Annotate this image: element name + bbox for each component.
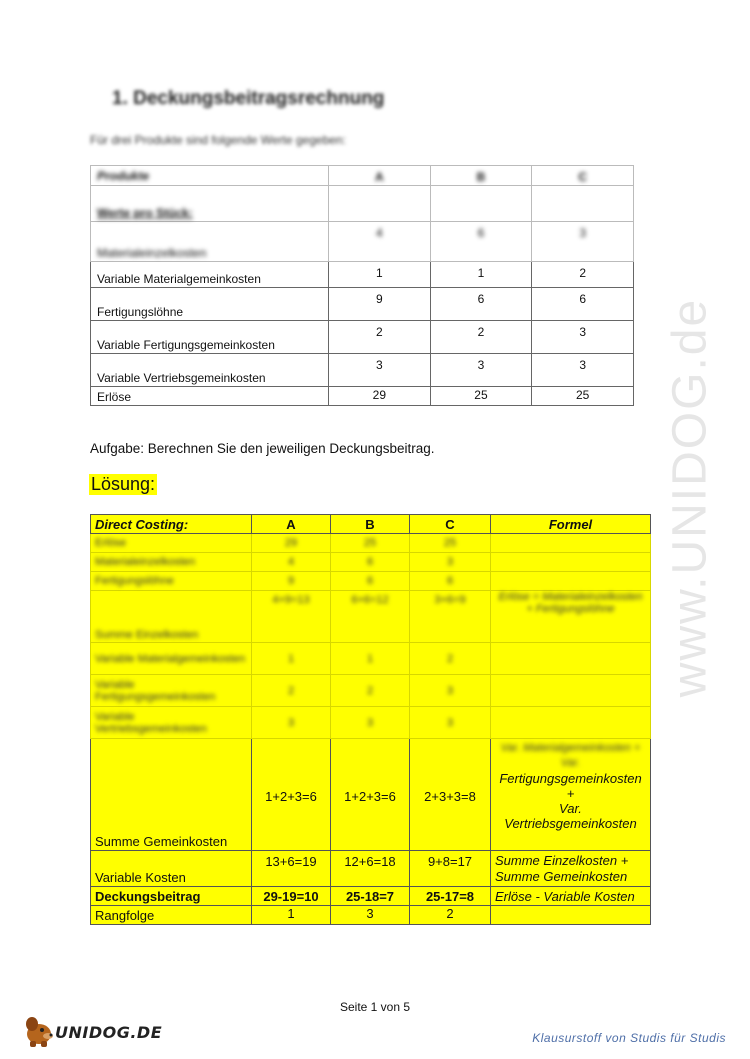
table-row	[91, 387, 634, 406]
table-row	[91, 354, 634, 387]
row-label: Summe Gemeinkosten	[91, 739, 252, 851]
cell-formel	[491, 851, 651, 887]
table-row	[91, 288, 634, 321]
row-label: Deckungsbeitrag	[91, 887, 252, 906]
cell-b: 3	[366, 716, 374, 729]
table-row	[91, 675, 651, 707]
formel-line: Summe Gemeinkosten	[495, 868, 628, 884]
row-label: Summe Einzelkosten	[95, 629, 199, 641]
values-table-header	[91, 166, 634, 186]
row-label: Variable Fertigungsgemeinkosten	[91, 321, 329, 354]
cell-b: 6+6=12	[351, 594, 389, 606]
row-label: Rangfolge	[91, 906, 252, 925]
table-row	[91, 906, 651, 925]
table-row	[91, 553, 651, 572]
formel-line: Fertigungsgemeinkosten	[499, 771, 642, 786]
cell-c: 2+3+3=8	[410, 739, 491, 851]
direct-costing-table	[90, 514, 651, 925]
cell-a: 1	[252, 906, 331, 925]
table-row	[91, 707, 651, 739]
cell-a: 9	[329, 288, 431, 321]
formel-line: Var.	[559, 801, 582, 816]
cell-c: 3	[446, 716, 454, 729]
cell-b: 1	[366, 652, 374, 665]
header-a: A	[252, 515, 331, 534]
cell-c: 3+6=9	[434, 594, 466, 606]
cell-a: 9	[287, 575, 295, 587]
row-label: Variable Materialgemeinkosten	[95, 652, 246, 665]
row-label: Variable Materialgemeinkosten	[91, 262, 329, 288]
cell-c: 3	[532, 321, 634, 354]
values-table	[90, 165, 634, 406]
header-b: B	[430, 166, 532, 186]
cell-c: 25	[443, 537, 457, 549]
cell-b: 1	[430, 262, 532, 288]
cell-c: 2	[410, 906, 491, 925]
table-row	[91, 643, 651, 675]
header-formel: Formel	[491, 515, 651, 534]
table-row	[91, 887, 651, 906]
cell-c: 6	[532, 288, 634, 321]
row-label: Erlöse	[95, 537, 127, 549]
table-row	[91, 739, 651, 851]
row-label: Variable Kosten	[91, 851, 252, 887]
cell-b: 3	[331, 906, 410, 925]
unidog-logo[interactable]	[22, 1014, 162, 1048]
solution-heading: Lösung:	[91, 474, 156, 494]
section-row	[91, 186, 634, 222]
task-text: Aufgabe: Berechnen Sie den jeweiligen Deckungsbeitrag.	[90, 441, 435, 456]
cell-b: 25	[430, 387, 532, 406]
cell-b: 6	[430, 222, 532, 262]
cell-c: 25	[532, 387, 634, 406]
formel-blurred-part: Var. Materialgemeinkosten + Var.	[500, 742, 641, 769]
row-label: Materialeinzelkosten	[95, 556, 196, 568]
row-label: Variable Vertriebsgemeinkosten	[95, 710, 207, 735]
row-label: Fertigungslöhne	[91, 288, 329, 321]
cell-formel: Erlöse = Materialeinzelkosten + Fertigungslöhne	[498, 591, 643, 615]
table-row	[91, 321, 634, 354]
header-produkte: Produkte	[91, 166, 329, 186]
cell-a: 13+6=19	[252, 851, 331, 887]
cell-c: 2	[446, 652, 454, 665]
cell-b: 1+2+3=6	[331, 739, 410, 851]
cell-a: 4	[329, 222, 431, 262]
cell-a: 29	[284, 537, 298, 549]
cell-a: 4+9=13	[272, 594, 310, 606]
formel-line: +	[566, 786, 575, 801]
cell-a: 1	[287, 652, 295, 665]
formel-line: Vertriebsgemeinkosten	[504, 816, 637, 831]
table-row	[91, 572, 651, 591]
row-label: Fertigungslöhne	[95, 575, 174, 587]
table-row	[91, 262, 634, 288]
intro-text: Für drei Produkte sind folgende Werte gegeben:	[90, 133, 346, 147]
cell-b: 12+6=18	[331, 851, 410, 887]
direct-costing-header	[91, 515, 651, 534]
watermark-text: www.UNIDOG.de	[663, 297, 717, 698]
header-c: C	[410, 515, 491, 534]
cell-a: 2	[329, 321, 431, 354]
cell-formel	[491, 739, 651, 851]
cell-b: 6	[366, 575, 374, 587]
table-row	[91, 851, 651, 887]
cell-c: 6	[446, 575, 454, 587]
cell-b: 2	[430, 321, 532, 354]
cell-a: 29-19=10	[252, 887, 331, 906]
cell-c: 3	[446, 684, 454, 697]
cell-c: 3	[532, 354, 634, 387]
table-row	[91, 222, 634, 262]
cell-c: 2	[532, 262, 634, 288]
cell-c: 25-17=8	[410, 887, 491, 906]
cell-a: 1+2+3=6	[252, 739, 331, 851]
cell-a: 4	[287, 556, 295, 568]
section-label: Werte pro Stück:	[91, 186, 329, 222]
page-number: Seite 1 von 5	[339, 1000, 411, 1014]
cell-c: 3	[446, 556, 454, 568]
header-direct-costing: Direct Costing:	[91, 515, 252, 534]
page-title: 1. Deckungsbeitragsrechnung	[112, 88, 385, 109]
cell-a: 29	[329, 387, 431, 406]
row-label: Materialeinzelkosten	[91, 222, 329, 262]
cell-a: 1	[329, 262, 431, 288]
header-c: C	[532, 166, 634, 186]
formel-line: Summe Einzelkosten +	[495, 852, 629, 868]
cell-b: 6	[366, 556, 374, 568]
table-row	[91, 591, 651, 643]
cell-c: 3	[532, 222, 634, 262]
header-a: A	[329, 166, 431, 186]
header-b: B	[331, 515, 410, 534]
cell-b: 25	[363, 537, 377, 549]
cell-b: 6	[430, 288, 532, 321]
cell-b: 3	[430, 354, 532, 387]
cell-b: 2	[366, 684, 374, 697]
cell-a: 3	[329, 354, 431, 387]
row-label: Variable Vertriebsgemeinkosten	[91, 354, 329, 387]
slogan: Klausurstoff von Studis für Studis	[532, 1031, 726, 1045]
cell-c: 9+8=17	[410, 851, 491, 887]
cell-a: 3	[287, 716, 295, 729]
cell-b: 25-18=7	[331, 887, 410, 906]
row-label: Variable Fertigungsgemeinkosten	[95, 678, 216, 703]
logo-text: UNIDOG.DE	[55, 1023, 163, 1042]
row-label: Erlöse	[91, 387, 329, 406]
cell-formel: Erlöse - Variable Kosten	[491, 887, 651, 906]
cell-a: 2	[287, 684, 295, 697]
table-row	[91, 534, 651, 553]
